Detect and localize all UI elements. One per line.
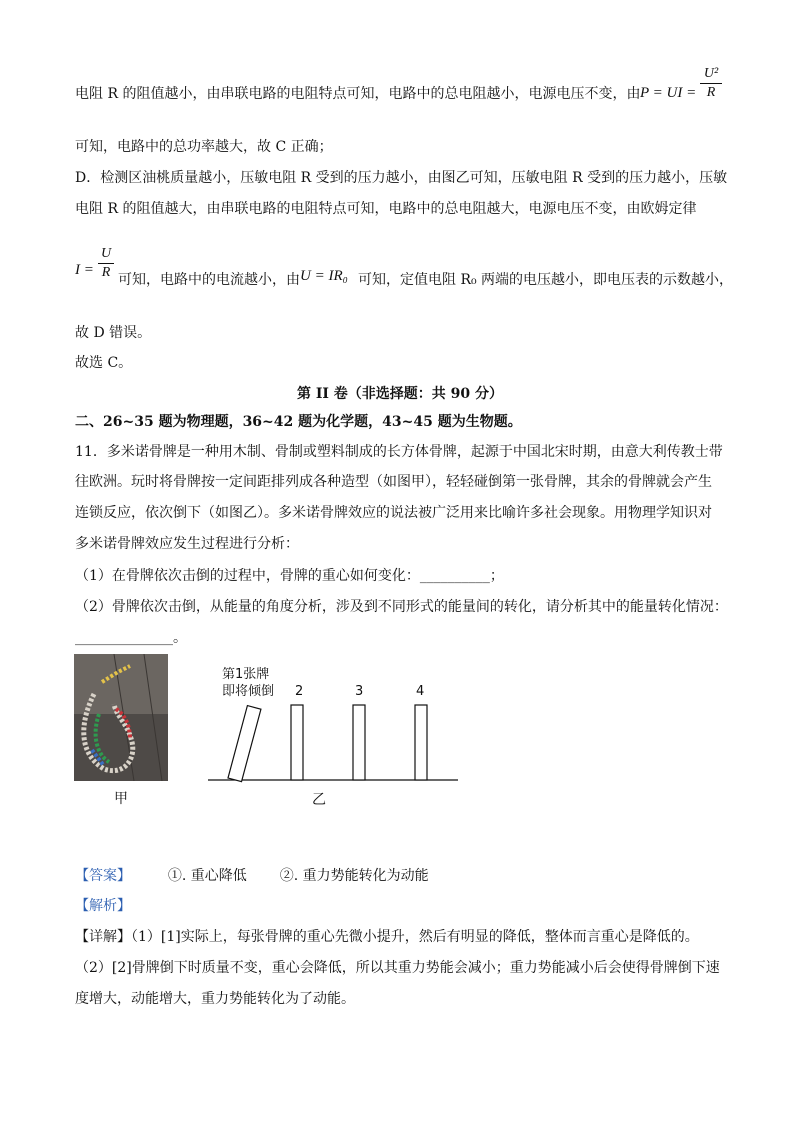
- fraction-numerator: U²: [703, 66, 719, 81]
- domino-photo: [74, 654, 168, 781]
- question-line: 连锁反应，依次倒下（如图乙）。多米诺骨牌效应的说法被广泛用来比喻许多社会现象。用物理学知识对: [75, 505, 712, 521]
- text-line: 电阻 R 的阻值越小，由串联电路的电阻特点可知，电路中的总电阻越小，电源电压不变，由: [75, 86, 641, 102]
- domino-photo-drawing: [74, 654, 168, 781]
- domino-2: [291, 705, 303, 780]
- analysis-tag: 【解析】: [75, 898, 131, 914]
- question-line: 多米诺骨牌效应发生过程进行分析：: [75, 536, 299, 552]
- domino-3: [353, 705, 365, 780]
- figure-caption-b: 乙: [312, 792, 326, 808]
- formula-fraction: [98, 246, 114, 281]
- question-line: ______________。: [75, 630, 187, 646]
- formula-fraction: [700, 66, 722, 101]
- text-line: 可知，定值电阻 R₀ 两端的电压越小，即电压表的示数越小，: [358, 272, 734, 288]
- formula-power: P = UI =: [640, 85, 697, 101]
- fraction-denominator: R: [101, 265, 111, 280]
- answer-tag: 【答案】: [75, 868, 131, 884]
- answer-2: ②. 重力势能转化为动能: [279, 868, 429, 884]
- section-title: 第 II 卷（非选择题：共 90 分）: [296, 386, 504, 402]
- question-line: （2）骨牌依次击倒，从能量的角度分析，涉及到不同形式的能量间的转化，请分析其中的能量转化情况：: [75, 599, 728, 615]
- first-domino-label-2: 即将倾倒: [222, 684, 275, 699]
- detail-tag: 【详解】: [75, 929, 131, 945]
- detail-line: （2）[2]骨牌倒下时质量不变，重心会降低，所以其重力势能会减小；重力势能减小后会使得骨牌倒下速: [75, 960, 720, 976]
- detail-text: （1）[1]实际上，每张骨牌的重心先微小提升，然后有明显的降低，整体而言重心是降低的。: [131, 929, 699, 945]
- question-line: 往欧洲。玩时将骨牌按一定间距排列成各种造型（如图甲），轻轻碰倒第一张骨牌，其余的骨牌就会产生: [75, 474, 712, 490]
- fraction-bar: [700, 83, 722, 84]
- domino-number-3: 3: [355, 684, 364, 699]
- domino-4: [415, 705, 427, 780]
- text-line: 电阻 R 的阻值越大，由串联电路的电阻特点可知，电路中的总电阻越大，电源电压不变，由欧姆定律: [75, 201, 697, 217]
- fraction-bar: [98, 263, 114, 264]
- text-line: D．检测区油桃质量越小，压敏电阻 R 受到的压力越小，由图乙可知，压敏电阻 R 受到的压力越小，压敏: [75, 170, 728, 186]
- fraction-denominator: R: [706, 85, 716, 100]
- answer-1: ①. 重心降低: [167, 868, 247, 884]
- domino-number-4: 4: [416, 684, 425, 699]
- first-domino-label-1: 第1张牌: [222, 667, 270, 682]
- fraction-numerator: U: [100, 246, 112, 261]
- detail-line: 度增大，动能增大，重力势能转化为了动能。: [75, 991, 355, 1007]
- domino-number-2: 2: [295, 684, 304, 699]
- text-line: 故选 C。: [75, 355, 133, 371]
- text-line: 可知，电路中的总功率越大，故 C 正确；: [75, 139, 333, 155]
- question-line: 11．多米诺骨牌是一种用木制、骨制或塑料制成的长方体骨牌，起源于中国北宋时期，由意大利传教士带: [75, 444, 723, 460]
- answer-line: [75, 866, 429, 886]
- formula-voltage: U = IR₀: [300, 268, 348, 284]
- formula-ohm: I =: [75, 262, 94, 278]
- detail-line: [75, 927, 699, 947]
- domino-1: [228, 706, 261, 782]
- question-line: （1）在骨牌依次击倒的过程中，骨牌的重心如何变化：__________；: [75, 568, 504, 584]
- section-subtitle: 二、26~35 题为物理题，36~42 题为化学题，43~45 题为生物题。: [75, 414, 522, 430]
- text-line: 故 D 错误。: [75, 325, 152, 341]
- text-line: 可知，电路中的电流越小，由: [118, 272, 300, 288]
- figure-caption-a: 甲: [114, 791, 128, 807]
